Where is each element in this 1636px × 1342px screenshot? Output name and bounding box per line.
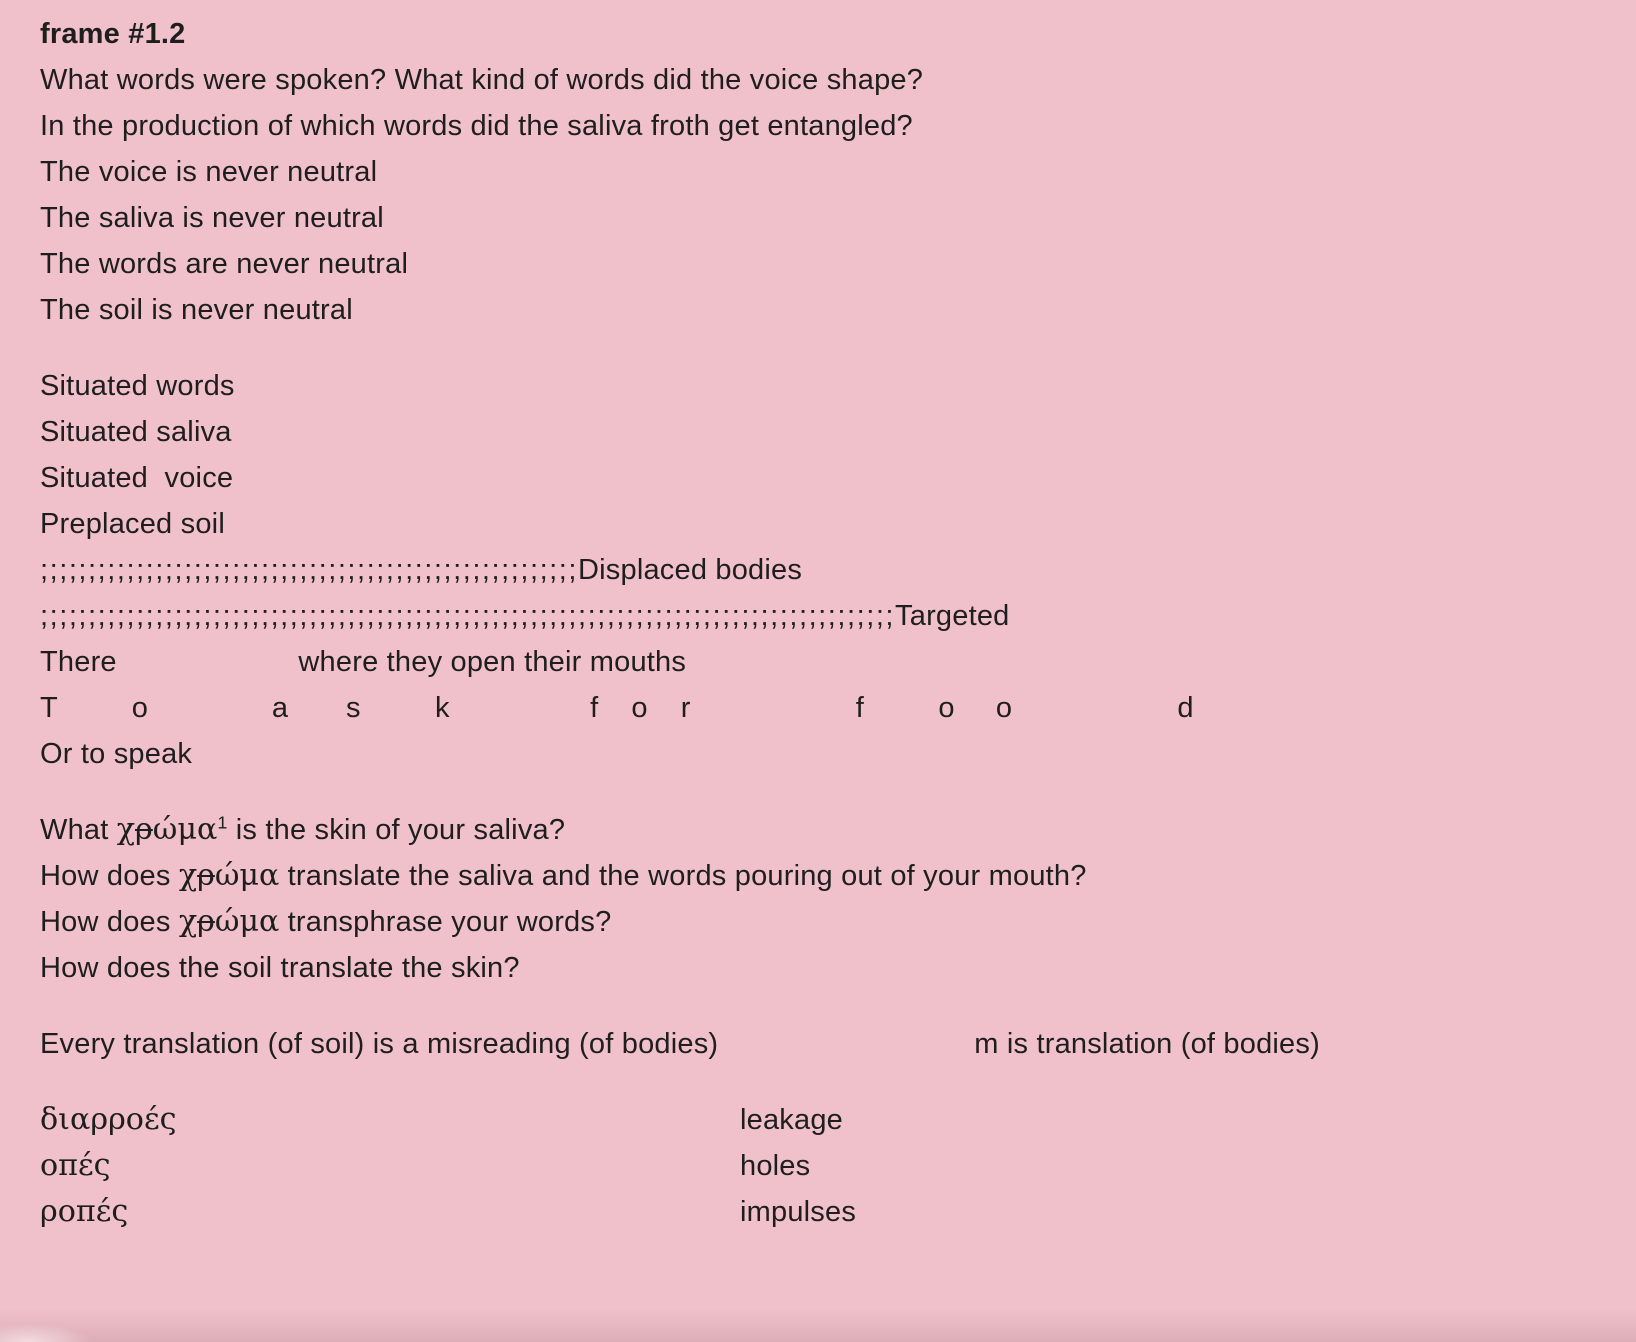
poem-text: is the skin of your saliva? [227,814,566,846]
poem-text: How does [40,860,179,892]
greek-letter-chi: χ [178,904,198,939]
glossary-row [40,1097,1596,1143]
there-line: There where they open their mouths [40,646,687,678]
glossary-english-term: leakage [740,1104,843,1136]
poem-line: Situated words [40,370,235,402]
glossary [40,1097,1596,1235]
poem-text: transphrase your words? [279,906,612,938]
footnote-marker: 1 [217,812,228,833]
glossary-greek-term: οπές [40,1148,111,1183]
greek-letters-oma: ώμα [214,904,280,939]
poem-line: The words are never neutral [40,248,409,280]
stanza-situated [40,363,1596,777]
glossary-row [40,1189,1596,1235]
poem-frame [40,11,1596,1235]
poem-line: Situated saliva [40,416,232,448]
greek-letter-chi: χ [178,858,198,893]
displaced-label: Displaced bodies [578,554,803,586]
poem-line: In the production of which words did the saliva froth get entangled? [40,110,913,142]
greek-word-chroma [179,904,280,939]
translation-line: Every translation (of soil) is a misreading (of bodies) m is translation (of bodies) [40,1028,1320,1060]
poem-line: Preplaced soil [40,508,225,540]
stanza-questions [40,11,1596,333]
glossary-english-term: impulses [740,1196,857,1228]
greek-letter-chi: χ [116,812,136,847]
greek-letters-oma: ώμα [152,812,218,847]
strikethrough-rho: ρ [197,858,215,893]
targeted-label: Targeted [895,600,1010,632]
chroma-question-2 [40,853,1596,899]
translation-statement [40,1021,1596,1067]
poem-text: How does [40,906,179,938]
strikethrough-rho: ρ [197,904,215,939]
greek-word-chroma [117,812,218,847]
poem-line: The soil is never neutral [40,294,353,326]
semicolon-run: ;;;;;;;;;;;;;;;;;;;;;;;;;;;;;;;;;;;;;;;;;;;;;;;;;;;;;;;;;;;;;;;;;;;;;;;;;;;;;;;;;;;;;;;;; [40,600,896,632]
chroma-question-3 [40,899,1596,945]
glossary-row [40,1143,1596,1189]
poem-line: Or to speak [40,738,193,770]
glossary-english-term: holes [740,1150,811,1182]
poem-text: translate the saliva and the words pouring out of your mouth? [279,860,1087,892]
poem-line: The voice is never neutral [40,156,378,188]
poem-line: Situated voice [40,462,234,494]
greek-word-chroma [179,858,280,893]
displaced-bodies-line [40,547,1596,593]
glossary-greek-term: διαρροές [40,1102,177,1137]
chroma-question-1 [40,807,1596,853]
poem-line: The saliva is never neutral [40,202,384,234]
semicolon-run: ;;;;;;;;;;;;;;;;;;;;;;;;;;;;;;;;;;;;;;;;;;;;;;;;;;;;;;;; [40,554,578,586]
poem-text: What [40,814,117,846]
glossary-greek-term: ροπές [40,1194,129,1229]
poem-line: What words were spoken? What kind of words did the voice shape? [40,64,924,96]
frame-title: frame #1.2 [40,18,186,50]
strikethrough-rho: ρ [135,812,153,847]
targeted-line [40,593,1596,639]
greek-letters-oma: ώμα [214,858,280,893]
soil-question: How does the soil translate the skin? [40,952,520,984]
spaced-to-ask-for-food-line: T o a s k f o r f o o d [40,692,1194,724]
stanza-chroma [40,807,1596,991]
